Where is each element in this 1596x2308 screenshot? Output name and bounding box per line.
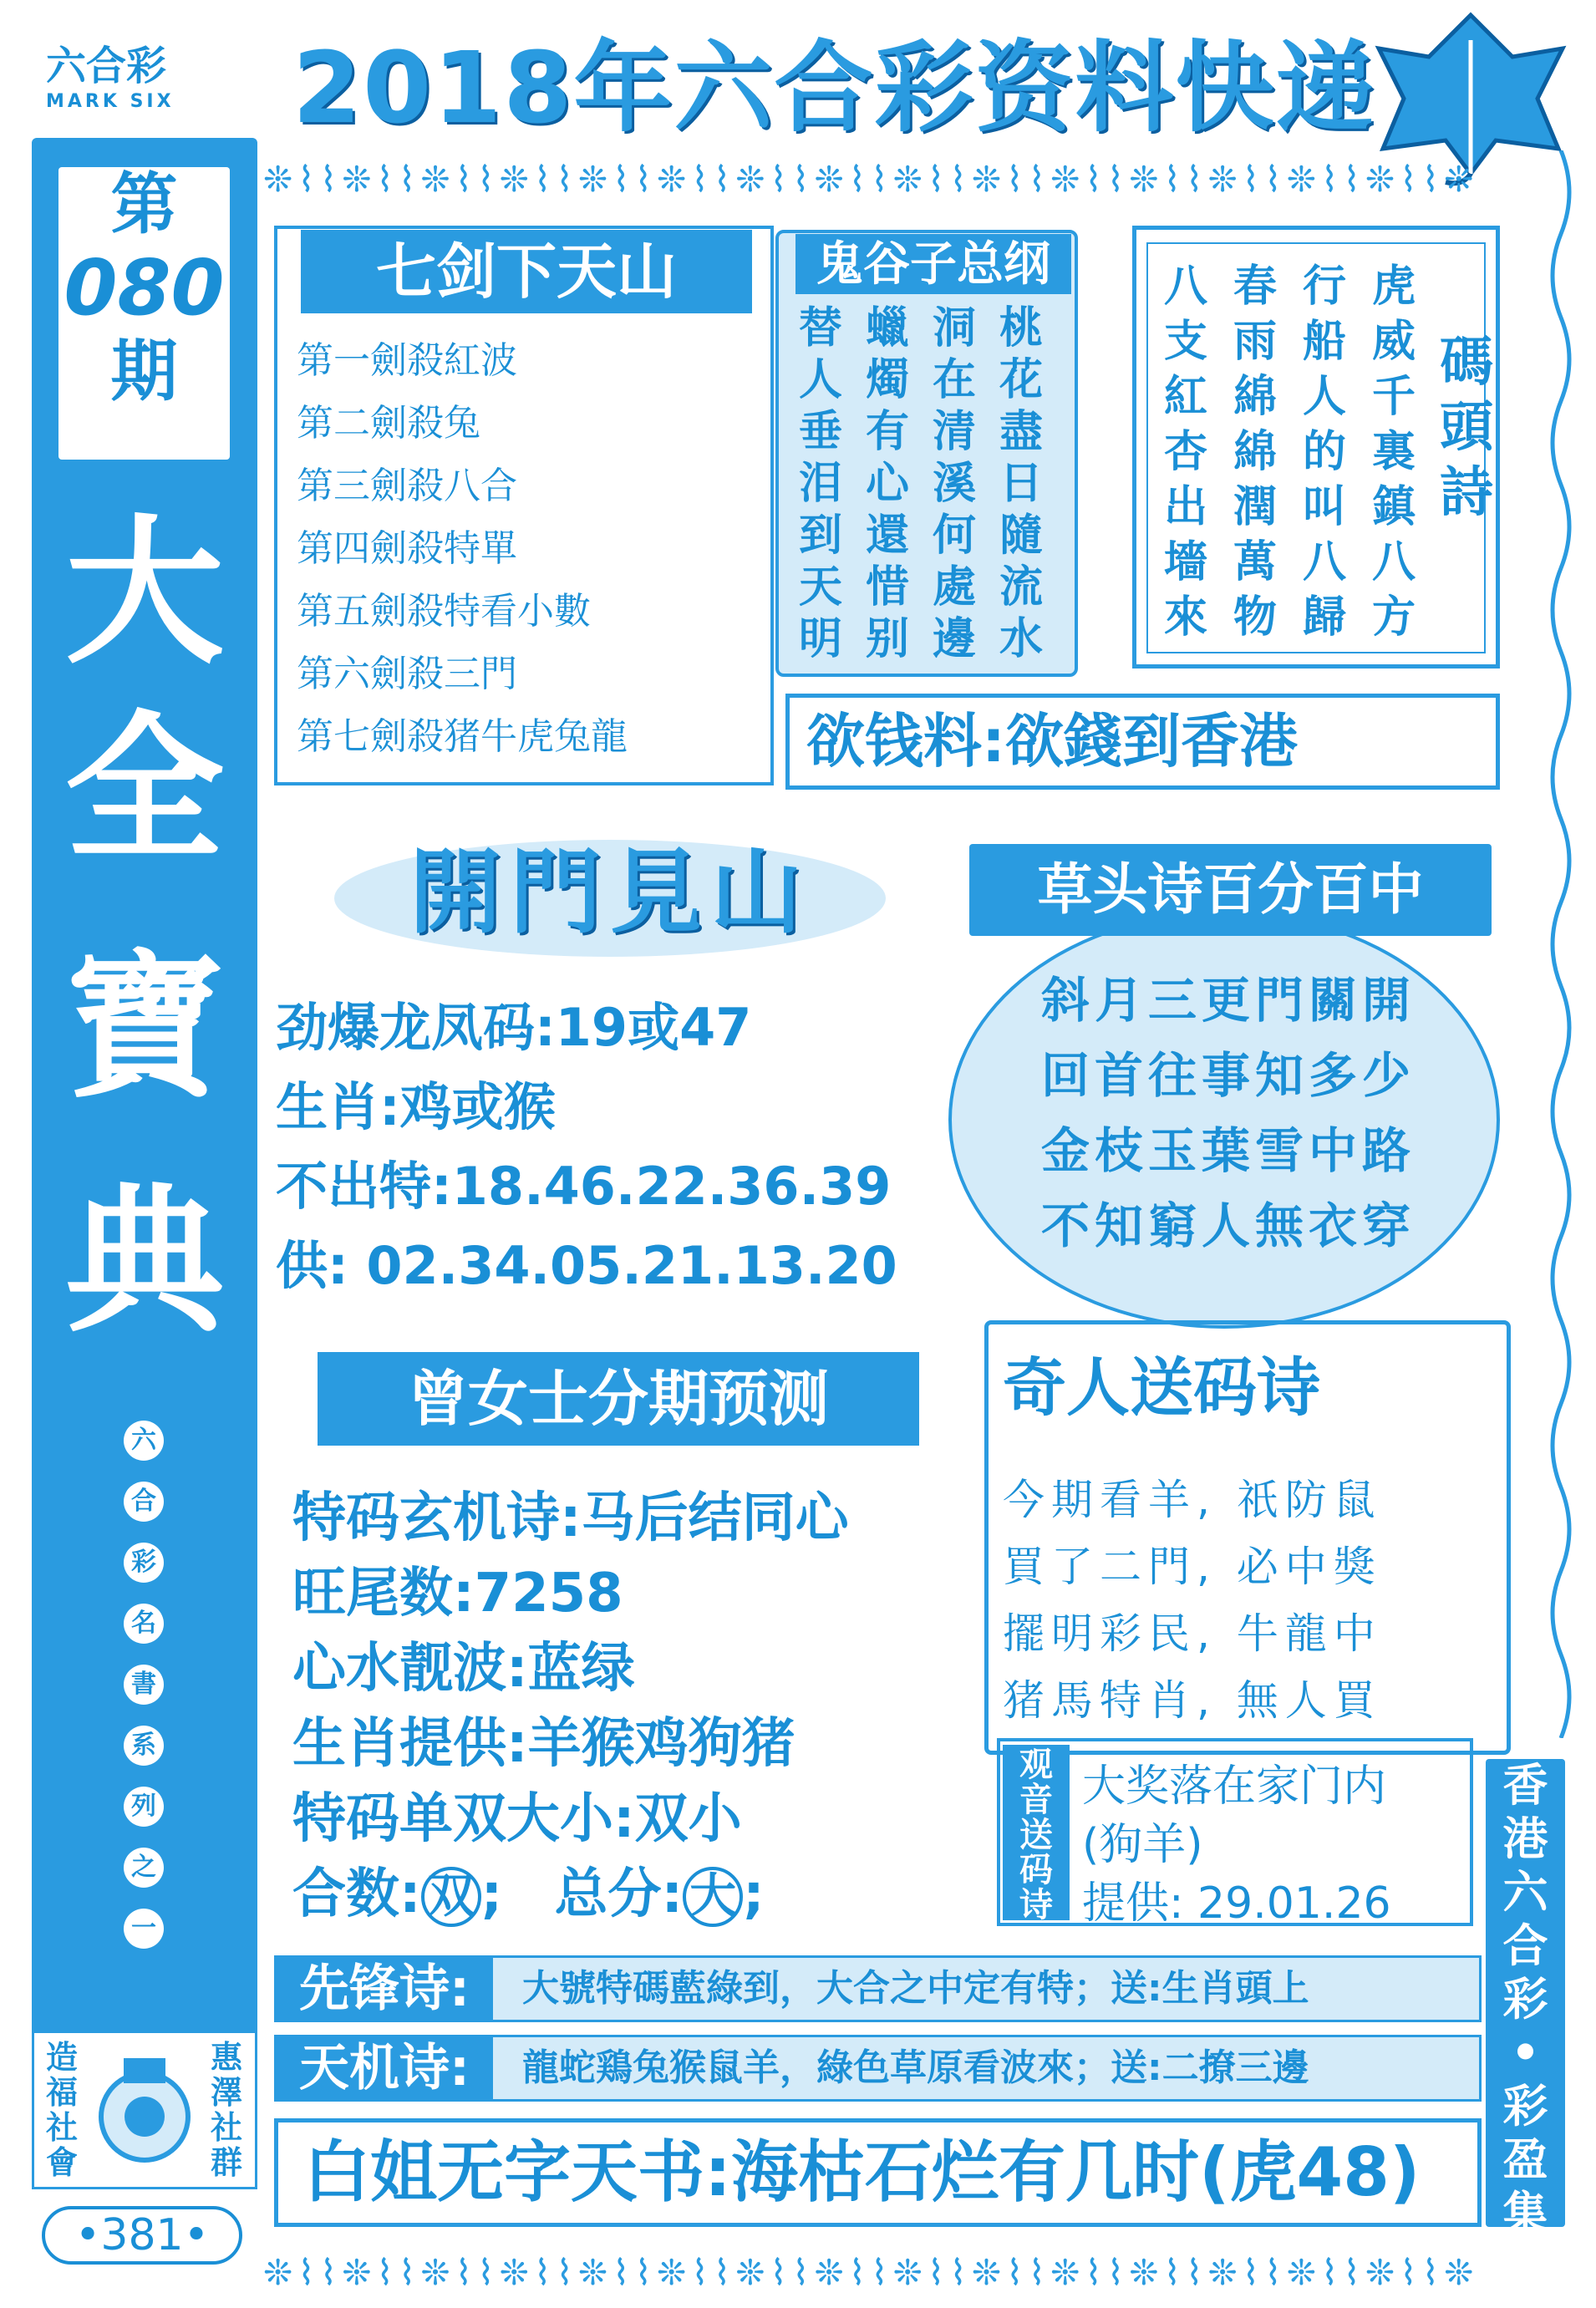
poem-char: 蠟 [865,303,909,353]
tianji-label: 天机诗: [276,2036,493,2100]
poem-char: 威 [1371,317,1416,367]
qiren-title: 奇人送码诗 [1003,1350,1320,1425]
grass-poem-line: 斜月三更門關開 [1040,972,1416,1029]
logo-cn: 六合彩 [46,43,167,89]
poem-char: 八 [1302,537,1346,587]
poem-char: 虎 [1371,262,1416,312]
poem-char: 人 [1302,372,1346,422]
series-char: 系 [124,1726,164,1766]
sword-line: 第二劍殺兔 [297,402,480,445]
publisher-char: 彩 [1502,2080,1548,2133]
poem-char: 花 [999,355,1043,405]
poem-char: 清 [932,407,976,457]
poem-char: 方 [1371,592,1416,643]
poem-char: 裏 [1371,427,1416,477]
emblem-char: 造 [45,2039,78,2076]
emblem-box [32,2031,257,2189]
poem-char: 支 [1163,317,1207,367]
emblem-char: 惠 [210,2039,242,2076]
poem-char: 行 [1302,262,1346,312]
poem-char: 還 [865,511,909,561]
poem-char: 何 [932,511,976,561]
poem-char: 八 [1371,537,1416,587]
zeng-title: 曾女士分期预测 [318,1352,919,1446]
kaimen-line: 供: 02.34.05.21.13.20 [276,1235,897,1296]
poem-char: 隨 [999,511,1043,561]
poem-char: 來 [1163,592,1207,643]
zeng-line: 旺尾数:7258 [292,1563,623,1624]
sword-line: 第五劍殺特看小數 [297,590,591,633]
zeng-line: 特码单双大小:双小 [292,1788,742,1850]
label-char: 观 [1019,1746,1053,1784]
bottom-decoration: ❊⌇⌇❊⌇⌇❊⌇⌇❊⌇⌇❊⌇⌇❊⌇⌇❊⌇⌇❊⌇⌇❊⌇⌇❊⌇⌇❊⌇⌇❊⌇⌇❊⌇⌇❊⌇⌇❊⌇⌇❊ [263,2252,1479,2293]
sword-line: 第六劍殺三門 [297,653,517,695]
title-char: 典 [64,1169,224,1354]
heshu-value: 双 [421,1867,481,1927]
series-char: 彩 [124,1543,164,1583]
top-decoration: ❊⌇⌇❊⌇⌇❊⌇⌇❊⌇⌇❊⌇⌇❊⌇⌇❊⌇⌇❊⌇⌇❊⌇⌇❊⌇⌇❊⌇⌇❊⌇⌇❊⌇⌇❊⌇⌇❊⌇⌇❊ [263,159,1479,200]
sword-line: 第一劍殺紅波 [297,339,517,382]
guiguzi-column [994,302,1048,665]
poem-char: 人 [798,355,842,405]
series-char: 合 [124,1482,164,1522]
poem-char: 到 [798,511,842,561]
poem-char: 有 [865,407,909,457]
guiguzi-title: 鬼谷子总纲 [795,234,1071,294]
label-char: 音 [1019,1781,1053,1819]
right-vine-decoration [1536,150,1586,1738]
guanyin-line: 提供: 29.01.26 [1082,1878,1391,1929]
kaimen-line: 生肖:鸡或猴 [276,1076,556,1137]
emblem-left-text [41,2040,83,2180]
zeng-line: 特码玄机诗:马后结同心 [292,1487,849,1549]
poem-char: 物 [1233,592,1277,643]
poem-char: 處 [932,562,976,613]
emblem-char: 會 [45,2144,78,2181]
poem-char: 萬 [1233,537,1277,587]
right-publisher-banner [1486,1759,1565,2239]
grass-poem-title: 草头诗百分百中 [969,844,1492,936]
head-poem-column [1296,259,1353,645]
poem-char: 燭 [865,355,909,405]
poem-char: 千 [1371,372,1416,422]
poem-char: 墻 [1163,537,1207,587]
emblem-icon [94,2054,195,2167]
tianji-text: 龍蛇鶏兔猴鼠羊，綠色草原看波來；送:二撩三邊 [522,2046,1309,2089]
poem-char: 鎮 [1371,482,1416,532]
guiguzi-column [794,302,847,665]
poem-char: 天 [798,562,842,613]
pioneer-label: 先锋诗: [276,1957,493,2021]
kaimen-line: 不出特:18.46.22.36.39 [276,1156,892,1217]
series-char: 列 [124,1787,164,1827]
zeng-line: 心水靓波:蓝绿 [292,1638,635,1700]
issue-suffix: 期 [110,333,178,410]
zeng-line: 生肖提供:羊猴鸡狗猪 [292,1713,795,1775]
poem-char: 惜 [865,562,909,613]
title-char: 全 [64,697,224,882]
poem-char: 溪 [932,459,976,509]
publisher-char: 盈 [1502,2133,1548,2186]
poem-char: 船 [1302,317,1346,367]
money-box: 欲钱料:欲錢到香港 [785,694,1500,790]
sword-line: 第四劍殺特單 [297,527,517,570]
head-poem-column [1157,259,1214,645]
poem-char: 泪 [798,459,842,509]
kaimen-title: 開門見山 [409,839,811,946]
poem-char: 替 [798,303,842,353]
poem-char: 明 [798,614,842,664]
emblem-char: 社 [45,2109,78,2146]
guanyin-label [1003,1745,1070,1924]
baijie-box: 白姐无字天书:海枯石烂有几时(虎48) [274,2118,1482,2227]
poem-char: 桃 [999,303,1043,353]
poem-char: 潤 [1233,482,1277,532]
zeng-line-scores [292,1851,765,1928]
publisher-char: 集 [1502,2187,1548,2239]
heshu-label: 合数: [292,1863,421,1925]
poem-char: 綿 [1233,427,1277,477]
poem-char: 杏 [1163,427,1207,477]
poem-char: 垂 [798,407,842,457]
logo-en: MARK SIX [46,91,175,112]
title-char: 寶 [64,935,224,1120]
emblem-char: 社 [210,2109,242,2146]
issue-prefix: 第 [110,165,178,243]
poem-char: 日 [999,459,1043,509]
zongfen-label: 总分: [554,1863,684,1925]
label-char: 码 [1019,1851,1053,1889]
page-title: 2018年六合彩资料快递 [292,30,1376,145]
head-poem-column [1365,259,1422,645]
head-poem-column [1227,259,1283,645]
poem-char: 春 [1233,262,1277,312]
publisher-char: • [1511,2026,1540,2079]
qiren-line: 猪馬特肖, 無人買 [1003,1676,1382,1725]
publisher-char: 合 [1502,1919,1548,1972]
qiren-line: 今期看羊, 祇防鼠 [1003,1476,1382,1524]
head-poem-side-title [1437,330,1496,526]
poem-char: 歸 [1302,592,1346,643]
title-char: 大 [64,501,224,685]
poem-char: 邊 [932,614,976,664]
poem-char: 碼 [1440,332,1493,394]
publisher-char: 六 [1502,1866,1548,1919]
pioneer-text: 大號特碼藍綠到，大合之中定有特；送:生肖頭上 [522,1967,1309,2010]
qiren-line: 擺明彩民, 牛龍中 [1003,1609,1382,1658]
guanyin-line: 大奖落在家门内 [1082,1762,1387,1812]
series-char: 一 [124,1909,164,1949]
poem-char: 叫 [1302,482,1346,532]
poem-char: 盡 [999,407,1043,457]
poem-char: 的 [1302,427,1346,477]
zongfen-value: 大 [683,1867,743,1927]
separator: ; [480,1863,503,1925]
grass-poem-line: 回首往事知多少 [1040,1047,1416,1104]
poem-char: 洞 [932,303,976,353]
emblem-char: 群 [210,2144,242,2181]
issue-box [58,167,230,460]
separator: ; [743,1863,765,1925]
emblem-right-text [206,2040,247,2180]
grass-poem-line: 金枝玉葉雪中路 [1040,1122,1416,1179]
poem-char: 别 [865,614,909,664]
poem-char: 頭 [1440,397,1493,459]
sword-line: 第七劍殺猪牛虎兔龍 [297,715,628,758]
poem-char: 綿 [1233,372,1277,422]
guiguzi-column [861,302,914,665]
poem-char: 八 [1163,262,1207,312]
poem-char: 出 [1163,482,1207,532]
publisher-char: 香 [1502,1759,1548,1812]
emblem-char: 福 [45,2074,78,2111]
series-char: 六 [124,1421,164,1461]
emblem-char: 澤 [210,2074,242,2111]
vine-icon [1536,150,1586,1738]
series-char: 之 [124,1848,164,1888]
issue-number: 080 [64,243,225,333]
poem-char: 水 [999,614,1043,664]
poem-char: 詩 [1440,462,1493,524]
logo [46,33,238,117]
page-number: •381• [42,2206,242,2265]
series-char: 名 [124,1604,164,1644]
poem-char: 在 [932,355,976,405]
publisher-char: 港 [1502,1812,1548,1865]
poem-char: 心 [865,459,909,509]
seven-swords-title: 七剑下天山 [301,230,752,313]
grass-poem-line: 不知窮人無衣穿 [1040,1197,1416,1254]
guanyin-line: (狗羊) [1082,1820,1203,1870]
sword-line: 第三劍殺八合 [297,465,517,507]
label-char: 诗 [1019,1886,1053,1924]
poem-char: 流 [999,562,1043,613]
poem-char: 紅 [1163,372,1207,422]
kaimen-line: 劲爆龙凤码:19或47 [276,997,752,1058]
series-char: 書 [124,1665,164,1705]
label-char: 送 [1019,1816,1053,1854]
poem-char: 雨 [1233,317,1277,367]
guiguzi-column [928,302,981,665]
qiren-line: 買了二門, 必中獎 [1003,1543,1382,1591]
publisher-char: 彩 [1502,1973,1548,2026]
